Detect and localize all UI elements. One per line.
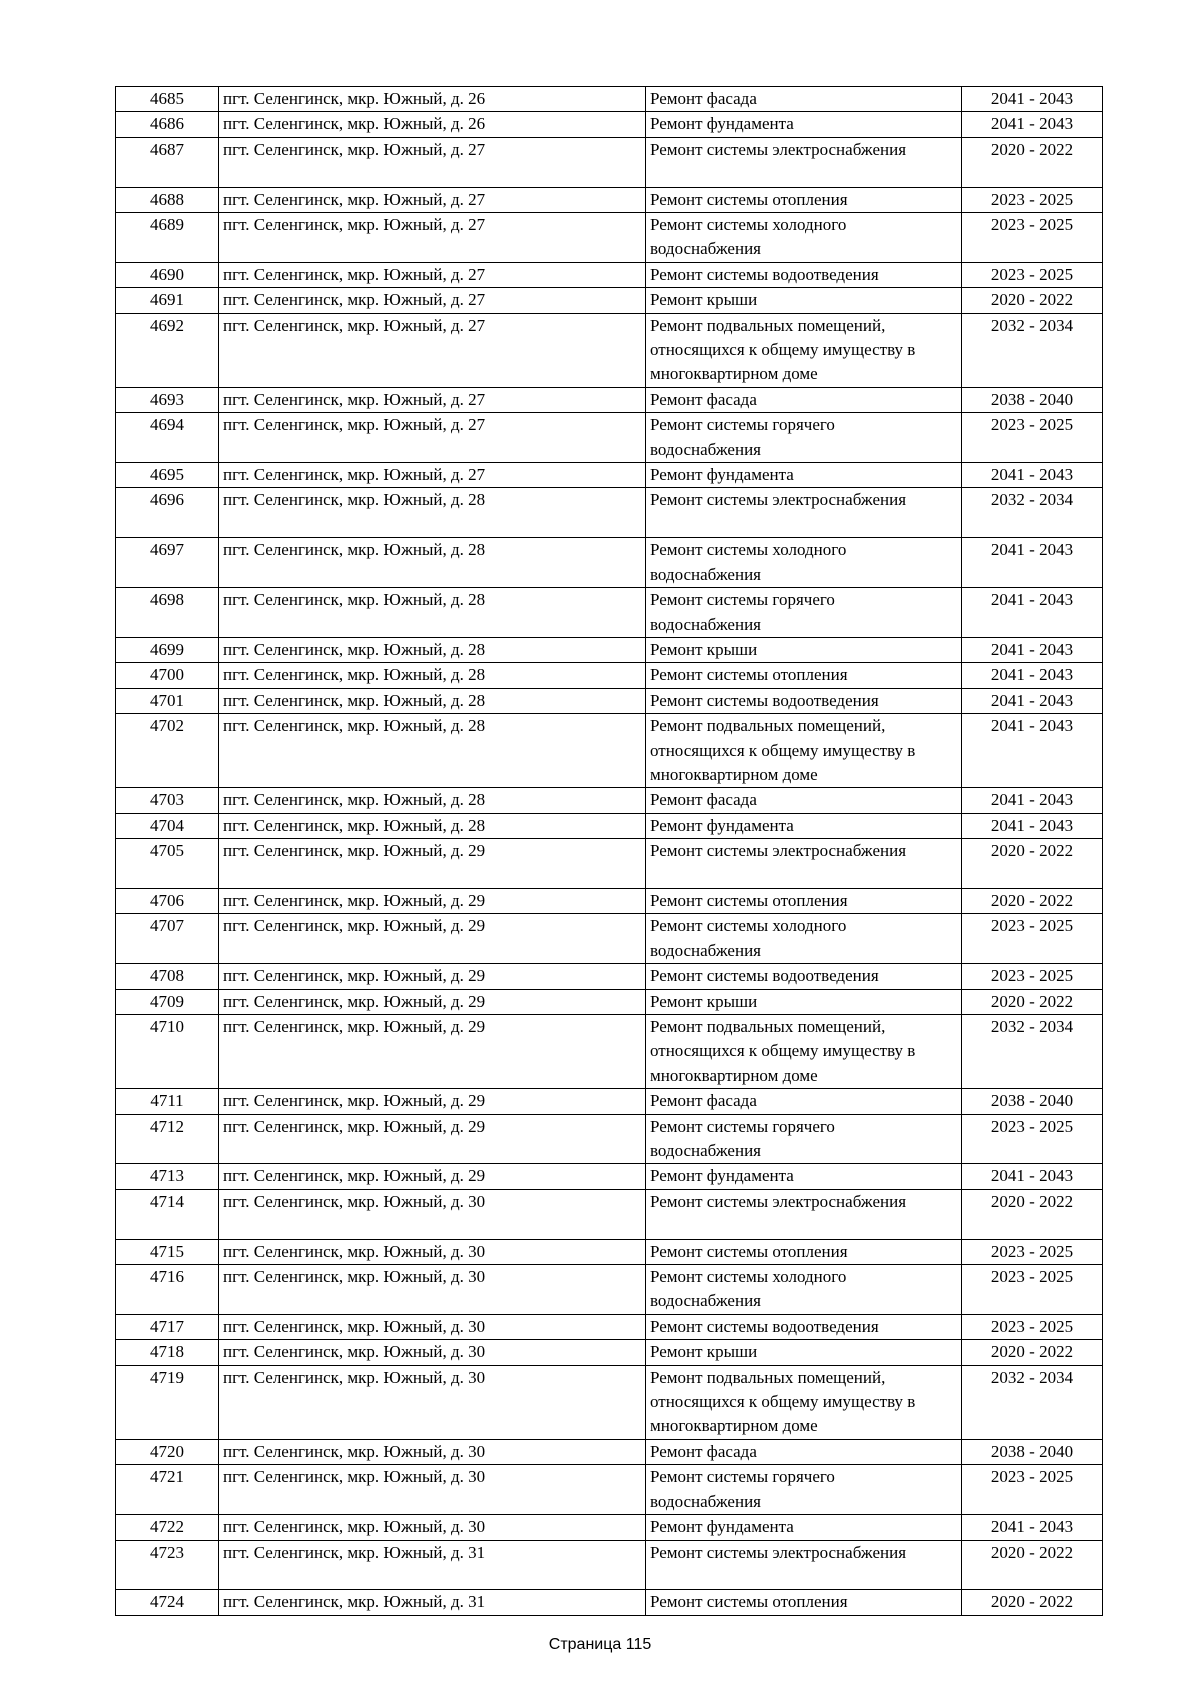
work-type-cell: Ремонт системы отопления xyxy=(646,663,962,688)
work-type-cell: Ремонт крыши xyxy=(646,288,962,313)
row-number-cell: 4721 xyxy=(116,1465,219,1515)
work-type-cell: Ремонт фасада xyxy=(646,788,962,813)
table-row xyxy=(116,1439,1103,1464)
table-row xyxy=(116,888,1103,913)
work-type-cell: Ремонт крыши xyxy=(646,1340,962,1365)
table-row xyxy=(116,964,1103,989)
table-row xyxy=(116,989,1103,1014)
work-type-cell: Ремонт системы горячего водоснабжения xyxy=(646,1114,962,1164)
address-cell: пгт. Селенгинск, мкр. Южный, д. 29 xyxy=(219,1014,646,1088)
period-cell: 2041 - 2043 xyxy=(962,663,1103,688)
row-number-cell: 4692 xyxy=(116,313,219,387)
work-type-cell: Ремонт системы холодного водоснабжения xyxy=(646,213,962,263)
work-type-cell: Ремонт системы электроснабжения xyxy=(646,1540,962,1590)
row-number-cell: 4715 xyxy=(116,1239,219,1264)
period-cell: 2032 - 2034 xyxy=(962,488,1103,538)
work-type-cell: Ремонт системы электроснабжения xyxy=(646,137,962,187)
address-cell: пгт. Селенгинск, мкр. Южный, д. 29 xyxy=(219,989,646,1014)
table-row xyxy=(116,1089,1103,1114)
table-row xyxy=(116,1540,1103,1590)
period-cell: 2023 - 2025 xyxy=(962,914,1103,964)
table-row xyxy=(116,112,1103,137)
address-cell: пгт. Селенгинск, мкр. Южный, д. 27 xyxy=(219,213,646,263)
address-cell: пгт. Селенгинск, мкр. Южный, д. 28 xyxy=(219,588,646,638)
table-row xyxy=(116,1515,1103,1540)
period-cell: 2041 - 2043 xyxy=(962,714,1103,788)
work-type-cell: Ремонт системы горячего водоснабжения xyxy=(646,588,962,638)
table-row xyxy=(116,463,1103,488)
table-row xyxy=(116,313,1103,387)
row-number-cell: 4690 xyxy=(116,262,219,287)
table-row xyxy=(116,714,1103,788)
period-cell: 2041 - 2043 xyxy=(962,463,1103,488)
period-cell: 2041 - 2043 xyxy=(962,87,1103,112)
work-type-cell: Ремонт системы холодного водоснабжения xyxy=(646,1265,962,1315)
table-row xyxy=(116,87,1103,112)
row-number-cell: 4696 xyxy=(116,488,219,538)
table-row xyxy=(116,1314,1103,1339)
table-row xyxy=(116,1014,1103,1088)
period-cell: 2038 - 2040 xyxy=(962,1439,1103,1464)
row-number-cell: 4710 xyxy=(116,1014,219,1088)
work-type-cell: Ремонт подвальных помещений, относящихся к общему имуществу в многоквартирном доме xyxy=(646,1365,962,1439)
period-cell: 2020 - 2022 xyxy=(962,1340,1103,1365)
table-row xyxy=(116,1365,1103,1439)
table-row xyxy=(116,637,1103,662)
work-type-cell: Ремонт системы холодного водоснабжения xyxy=(646,538,962,588)
row-number-cell: 4685 xyxy=(116,87,219,112)
period-cell: 2041 - 2043 xyxy=(962,788,1103,813)
period-cell: 2041 - 2043 xyxy=(962,637,1103,662)
table-row xyxy=(116,1590,1103,1615)
address-cell: пгт. Селенгинск, мкр. Южный, д. 26 xyxy=(219,87,646,112)
address-cell: пгт. Селенгинск, мкр. Южный, д. 28 xyxy=(219,788,646,813)
table-row xyxy=(116,213,1103,263)
row-number-cell: 4701 xyxy=(116,688,219,713)
row-number-cell: 4711 xyxy=(116,1089,219,1114)
period-cell: 2020 - 2022 xyxy=(962,839,1103,889)
address-cell: пгт. Селенгинск, мкр. Южный, д. 31 xyxy=(219,1540,646,1590)
row-number-cell: 4712 xyxy=(116,1114,219,1164)
address-cell: пгт. Селенгинск, мкр. Южный, д. 28 xyxy=(219,488,646,538)
row-number-cell: 4709 xyxy=(116,989,219,1014)
table-row xyxy=(116,588,1103,638)
table-row xyxy=(116,488,1103,538)
table-row xyxy=(116,262,1103,287)
table-row xyxy=(116,288,1103,313)
table-row xyxy=(116,1465,1103,1515)
address-cell: пгт. Селенгинск, мкр. Южный, д. 29 xyxy=(219,839,646,889)
address-cell: пгт. Селенгинск, мкр. Южный, д. 29 xyxy=(219,888,646,913)
row-number-cell: 4723 xyxy=(116,1540,219,1590)
address-cell: пгт. Селенгинск, мкр. Южный, д. 30 xyxy=(219,1340,646,1365)
work-type-cell: Ремонт фасада xyxy=(646,387,962,412)
work-type-cell: Ремонт крыши xyxy=(646,637,962,662)
work-type-cell: Ремонт системы горячего водоснабжения xyxy=(646,413,962,463)
address-cell: пгт. Селенгинск, мкр. Южный, д. 28 xyxy=(219,637,646,662)
row-number-cell: 4703 xyxy=(116,788,219,813)
address-cell: пгт. Селенгинск, мкр. Южный, д. 30 xyxy=(219,1515,646,1540)
work-type-cell: Ремонт системы электроснабжения xyxy=(646,839,962,889)
table-row xyxy=(116,413,1103,463)
address-cell: пгт. Селенгинск, мкр. Южный, д. 29 xyxy=(219,1114,646,1164)
work-type-cell: Ремонт фундамента xyxy=(646,813,962,838)
address-cell: пгт. Селенгинск, мкр. Южный, д. 30 xyxy=(219,1239,646,1264)
table-row xyxy=(116,1164,1103,1189)
table-row xyxy=(116,839,1103,889)
work-type-cell: Ремонт фасада xyxy=(646,1439,962,1464)
address-cell: пгт. Селенгинск, мкр. Южный, д. 29 xyxy=(219,964,646,989)
address-cell: пгт. Селенгинск, мкр. Южный, д. 27 xyxy=(219,262,646,287)
address-cell: пгт. Селенгинск, мкр. Южный, д. 27 xyxy=(219,288,646,313)
row-number-cell: 4722 xyxy=(116,1515,219,1540)
row-number-cell: 4708 xyxy=(116,964,219,989)
period-cell: 2041 - 2043 xyxy=(962,588,1103,638)
period-cell: 2038 - 2040 xyxy=(962,387,1103,412)
table-row xyxy=(116,914,1103,964)
table-body xyxy=(116,87,1103,1616)
work-type-cell: Ремонт системы электроснабжения xyxy=(646,1189,962,1239)
work-type-cell: Ремонт системы горячего водоснабжения xyxy=(646,1465,962,1515)
work-type-cell: Ремонт фундамента xyxy=(646,463,962,488)
work-type-cell: Ремонт фасада xyxy=(646,87,962,112)
period-cell: 2023 - 2025 xyxy=(962,1114,1103,1164)
period-cell: 2041 - 2043 xyxy=(962,538,1103,588)
row-number-cell: 4686 xyxy=(116,112,219,137)
address-cell: пгт. Селенгинск, мкр. Южный, д. 28 xyxy=(219,813,646,838)
table-row xyxy=(116,688,1103,713)
work-type-cell: Ремонт системы водоотведения xyxy=(646,1314,962,1339)
table-row xyxy=(116,1340,1103,1365)
address-cell: пгт. Селенгинск, мкр. Южный, д. 27 xyxy=(219,187,646,212)
address-cell: пгт. Селенгинск, мкр. Южный, д. 31 xyxy=(219,1590,646,1615)
table-row xyxy=(116,1189,1103,1239)
row-number-cell: 4717 xyxy=(116,1314,219,1339)
period-cell: 2020 - 2022 xyxy=(962,888,1103,913)
address-cell: пгт. Селенгинск, мкр. Южный, д. 29 xyxy=(219,1089,646,1114)
address-cell: пгт. Селенгинск, мкр. Южный, д. 28 xyxy=(219,688,646,713)
period-cell: 2020 - 2022 xyxy=(962,1540,1103,1590)
row-number-cell: 4691 xyxy=(116,288,219,313)
row-number-cell: 4704 xyxy=(116,813,219,838)
row-number-cell: 4707 xyxy=(116,914,219,964)
work-type-cell: Ремонт подвальных помещений, относящихся к общему имуществу в многоквартирном доме xyxy=(646,313,962,387)
row-number-cell: 4718 xyxy=(116,1340,219,1365)
row-number-cell: 4700 xyxy=(116,663,219,688)
period-cell: 2023 - 2025 xyxy=(962,213,1103,263)
row-number-cell: 4689 xyxy=(116,213,219,263)
period-cell: 2020 - 2022 xyxy=(962,1590,1103,1615)
row-number-cell: 4705 xyxy=(116,839,219,889)
work-type-cell: Ремонт системы водоотведения xyxy=(646,688,962,713)
address-cell: пгт. Селенгинск, мкр. Южный, д. 28 xyxy=(219,663,646,688)
work-type-cell: Ремонт крыши xyxy=(646,989,962,1014)
period-cell: 2032 - 2034 xyxy=(962,313,1103,387)
row-number-cell: 4719 xyxy=(116,1365,219,1439)
row-number-cell: 4720 xyxy=(116,1439,219,1464)
period-cell: 2032 - 2034 xyxy=(962,1014,1103,1088)
address-cell: пгт. Селенгинск, мкр. Южный, д. 29 xyxy=(219,914,646,964)
address-cell: пгт. Селенгинск, мкр. Южный, д. 26 xyxy=(219,112,646,137)
row-number-cell: 4724 xyxy=(116,1590,219,1615)
period-cell: 2020 - 2022 xyxy=(962,989,1103,1014)
table-row xyxy=(116,387,1103,412)
period-cell: 2041 - 2043 xyxy=(962,112,1103,137)
row-number-cell: 4716 xyxy=(116,1265,219,1315)
table-row xyxy=(116,788,1103,813)
table-row xyxy=(116,1265,1103,1315)
work-type-cell: Ремонт подвальных помещений, относящихся к общему имуществу в многоквартирном доме xyxy=(646,1014,962,1088)
address-cell: пгт. Селенгинск, мкр. Южный, д. 27 xyxy=(219,137,646,187)
period-cell: 2038 - 2040 xyxy=(962,1089,1103,1114)
period-cell: 2023 - 2025 xyxy=(962,964,1103,989)
address-cell: пгт. Селенгинск, мкр. Южный, д. 30 xyxy=(219,1314,646,1339)
address-cell: пгт. Селенгинск, мкр. Южный, д. 30 xyxy=(219,1439,646,1464)
table-row xyxy=(116,1239,1103,1264)
table-row xyxy=(116,663,1103,688)
period-cell: 2020 - 2022 xyxy=(962,137,1103,187)
address-cell: пгт. Селенгинск, мкр. Южный, д. 28 xyxy=(219,714,646,788)
row-number-cell: 4699 xyxy=(116,637,219,662)
period-cell: 2023 - 2025 xyxy=(962,262,1103,287)
period-cell: 2023 - 2025 xyxy=(962,413,1103,463)
period-cell: 2041 - 2043 xyxy=(962,1515,1103,1540)
table-row xyxy=(116,813,1103,838)
work-type-cell: Ремонт системы отопления xyxy=(646,187,962,212)
row-number-cell: 4702 xyxy=(116,714,219,788)
work-type-cell: Ремонт системы водоотведения xyxy=(646,262,962,287)
row-number-cell: 4713 xyxy=(116,1164,219,1189)
period-cell: 2023 - 2025 xyxy=(962,1265,1103,1315)
period-cell: 2041 - 2043 xyxy=(962,688,1103,713)
row-number-cell: 4714 xyxy=(116,1189,219,1239)
row-number-cell: 4698 xyxy=(116,588,219,638)
table-row xyxy=(116,538,1103,588)
work-type-cell: Ремонт фасада xyxy=(646,1089,962,1114)
work-type-cell: Ремонт системы отопления xyxy=(646,888,962,913)
row-number-cell: 4697 xyxy=(116,538,219,588)
work-type-cell: Ремонт системы водоотведения xyxy=(646,964,962,989)
table-row xyxy=(116,137,1103,187)
period-cell: 2023 - 2025 xyxy=(962,1314,1103,1339)
address-cell: пгт. Селенгинск, мкр. Южный, д. 30 xyxy=(219,1465,646,1515)
table-row xyxy=(116,187,1103,212)
address-cell: пгт. Селенгинск, мкр. Южный, д. 27 xyxy=(219,313,646,387)
address-cell: пгт. Селенгинск, мкр. Южный, д. 30 xyxy=(219,1265,646,1315)
row-number-cell: 4688 xyxy=(116,187,219,212)
period-cell: 2020 - 2022 xyxy=(962,288,1103,313)
address-cell: пгт. Селенгинск, мкр. Южный, д. 27 xyxy=(219,413,646,463)
work-type-cell: Ремонт системы электроснабжения xyxy=(646,488,962,538)
address-cell: пгт. Селенгинск, мкр. Южный, д. 27 xyxy=(219,463,646,488)
work-type-cell: Ремонт системы отопления xyxy=(646,1239,962,1264)
work-type-cell: Ремонт системы отопления xyxy=(646,1590,962,1615)
address-cell: пгт. Селенгинск, мкр. Южный, д. 30 xyxy=(219,1189,646,1239)
period-cell: 2023 - 2025 xyxy=(962,1465,1103,1515)
period-cell: 2023 - 2025 xyxy=(962,187,1103,212)
row-number-cell: 4695 xyxy=(116,463,219,488)
work-type-cell: Ремонт системы холодного водоснабжения xyxy=(646,914,962,964)
address-cell: пгт. Селенгинск, мкр. Южный, д. 27 xyxy=(219,387,646,412)
period-cell: 2041 - 2043 xyxy=(962,1164,1103,1189)
address-cell: пгт. Селенгинск, мкр. Южный, д. 29 xyxy=(219,1164,646,1189)
period-cell: 2023 - 2025 xyxy=(962,1239,1103,1264)
period-cell: 2041 - 2043 xyxy=(962,813,1103,838)
work-type-cell: Ремонт фундамента xyxy=(646,112,962,137)
row-number-cell: 4694 xyxy=(116,413,219,463)
table-row xyxy=(116,1114,1103,1164)
work-type-cell: Ремонт фундамента xyxy=(646,1164,962,1189)
row-number-cell: 4693 xyxy=(116,387,219,412)
page-number: Страница 115 xyxy=(548,1636,652,1653)
period-cell: 2032 - 2034 xyxy=(962,1365,1103,1439)
repair-schedule-table xyxy=(115,86,1103,1616)
work-type-cell: Ремонт подвальных помещений, относящихся к общему имуществу в многоквартирном доме xyxy=(646,714,962,788)
row-number-cell: 4706 xyxy=(116,888,219,913)
row-number-cell: 4687 xyxy=(116,137,219,187)
address-cell: пгт. Селенгинск, мкр. Южный, д. 28 xyxy=(219,538,646,588)
address-cell: пгт. Селенгинск, мкр. Южный, д. 30 xyxy=(219,1365,646,1439)
period-cell: 2020 - 2022 xyxy=(962,1189,1103,1239)
work-type-cell: Ремонт фундамента xyxy=(646,1515,962,1540)
